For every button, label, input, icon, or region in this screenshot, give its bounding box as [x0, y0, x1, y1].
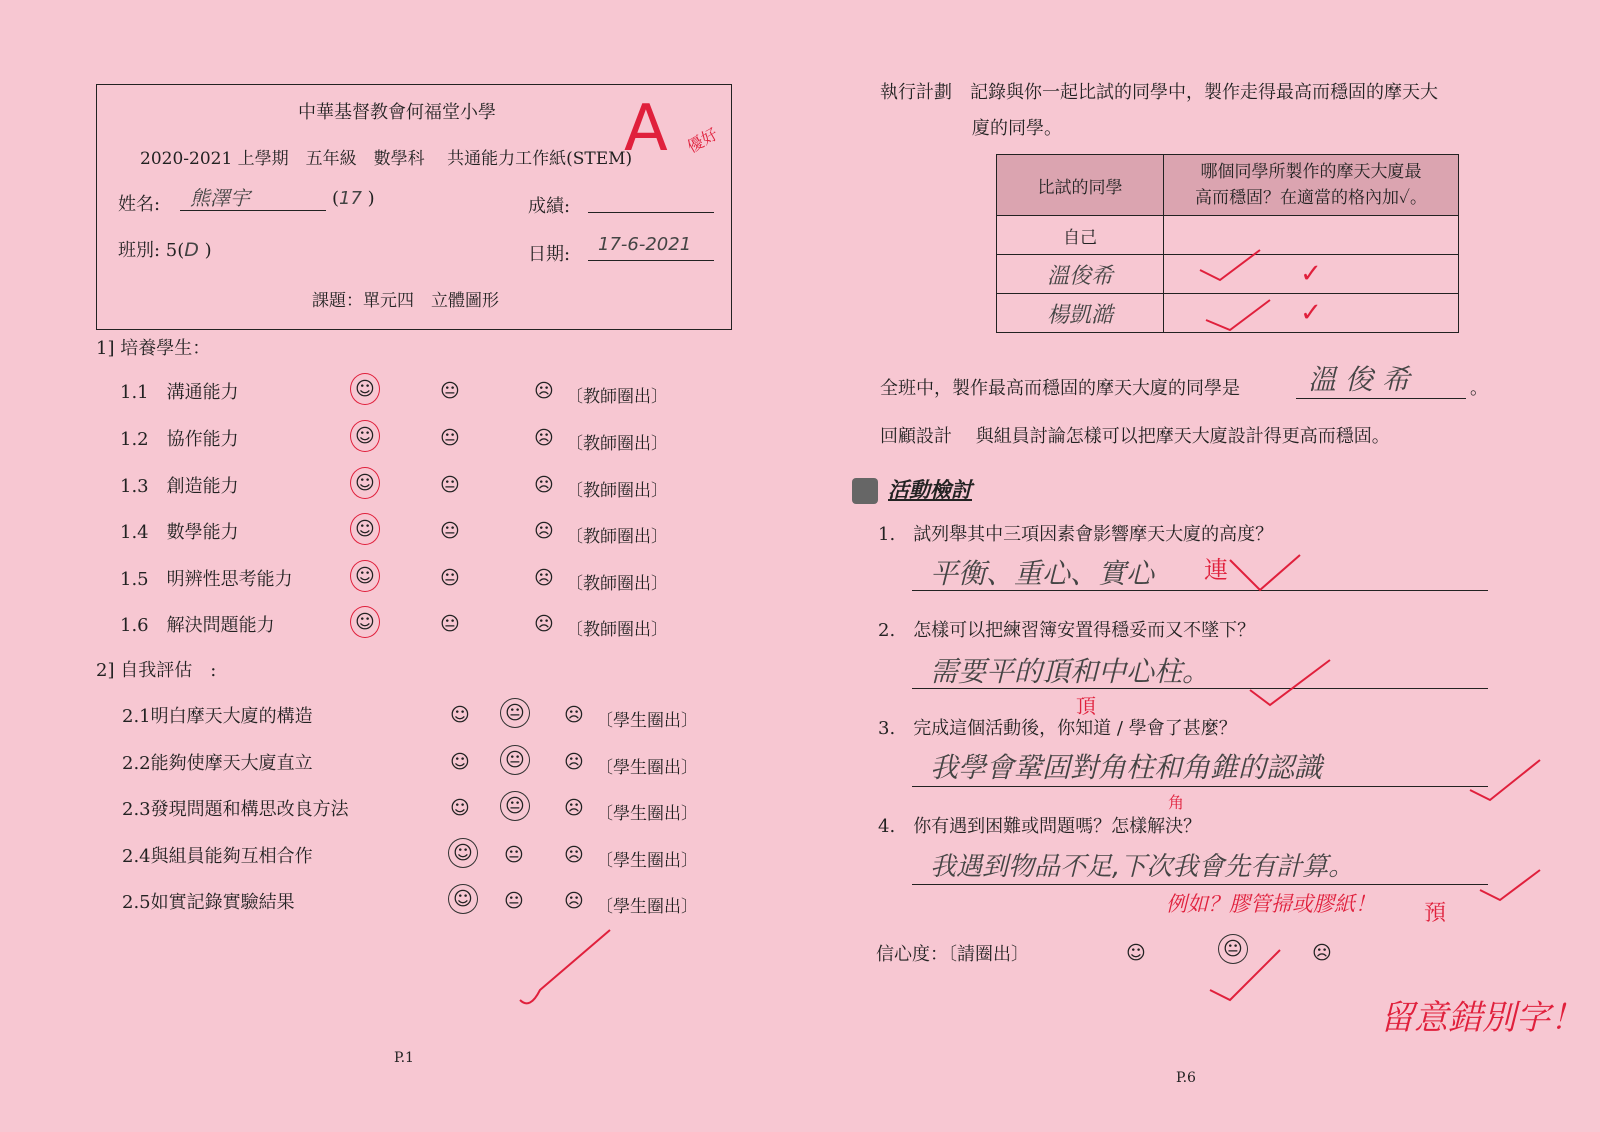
neutral-face-icon[interactable]: 😐 — [504, 890, 524, 912]
happy-face-glyph: ☺ — [448, 884, 478, 914]
neutral-face-icon[interactable]: 😐 — [504, 844, 524, 866]
tick-mark — [1470, 760, 1540, 800]
s1-num: 1.2 — [120, 429, 149, 450]
answer-1: 平衡、重心、實心 — [930, 557, 1155, 590]
date-value: 17-6-2021 — [598, 234, 692, 255]
table-cell-name: 楊凱澔 — [997, 294, 1164, 333]
section1-title: 1] 培養學生： — [96, 338, 211, 359]
grade-label: 成績: — [528, 196, 571, 217]
sad-face-icon[interactable]: ☹ — [564, 704, 584, 726]
happy-face-glyph: ☺ — [350, 513, 380, 545]
happy-face-glyph: ☺ — [350, 467, 380, 499]
teacher-comment: 留意錯別字！ — [1380, 998, 1584, 1038]
question-text: 怎樣可以把練習簿安置得穩妥而又不墜下？ — [913, 620, 1256, 641]
student-name: 熊澤宇 — [190, 186, 250, 210]
worksheet-subtitle: 2020-2021 上學期 五年級 數學科 共通能力工作紙(STEM) — [140, 149, 633, 169]
neutral-face-glyph: 😐 — [500, 698, 530, 728]
student-circle-note: 〔學生圈出〕 — [596, 758, 698, 778]
s1-label: 數學能力 — [166, 522, 239, 543]
s2-label: 2.4與組員能夠互相合作 — [122, 846, 313, 867]
neutral-face-glyph: 😐 — [1218, 934, 1248, 964]
sad-face-icon[interactable]: ☹ — [1312, 942, 1332, 964]
neutral-face-icon[interactable]: 😐 — [440, 427, 460, 449]
correction-3: 角 — [1168, 793, 1185, 812]
happy-face-glyph: ☺ — [448, 838, 478, 868]
happy-face-glyph: ☺ — [350, 373, 380, 405]
tick-mark — [1480, 870, 1540, 900]
neutral-face-icon[interactable]: 😐 — [440, 613, 460, 635]
sad-face-icon[interactable]: ☹ — [564, 844, 584, 866]
teacher-circle-note: 〔教師圈出〕 — [566, 434, 668, 454]
table-header-line: 高而穩固？在適當的格內加✓。 — [1195, 188, 1427, 208]
s1-num: 1.5 — [120, 569, 149, 590]
neutral-face-icon[interactable]: 😐 — [440, 474, 460, 496]
tick-mark — [1250, 660, 1330, 705]
answer-2: 需要平的頂和中心柱。 — [930, 655, 1211, 688]
s1-label: 明辨性思考能力 — [166, 569, 293, 590]
happy-face-icon[interactable]: ☺ — [450, 751, 470, 773]
happy-face-icon[interactable]: ☺ — [450, 704, 470, 726]
table-cell-name: 自己 — [997, 216, 1164, 255]
student-circle-note: 〔學生圈出〕 — [596, 804, 698, 824]
teacher-circle-note: 〔教師圈出〕 — [566, 481, 668, 501]
happy-face-icon[interactable]: ☺ — [1126, 942, 1146, 964]
table-header-cell: 比試的同學 — [997, 155, 1164, 216]
sad-face-icon[interactable]: ☹ — [534, 613, 554, 635]
s1-num: 1.3 — [120, 476, 149, 497]
name-label: 姓名: — [118, 194, 161, 215]
happy-face-glyph: ☺ — [350, 560, 380, 592]
topic: 課題：單元四 立體圖形 — [312, 291, 499, 311]
sad-face-icon[interactable]: ☹ — [564, 751, 584, 773]
student-circle-note: 〔學生圈出〕 — [596, 851, 698, 871]
sad-face-icon[interactable]: ☹ — [534, 520, 554, 542]
class-number-value: 17 — [339, 188, 362, 209]
happy-face-glyph: ☺ — [350, 606, 380, 638]
sad-face-icon[interactable]: ☹ — [534, 474, 554, 496]
teacher-circle-note: 〔教師圈出〕 — [566, 620, 668, 640]
s2-label: 2.5如實記錄實驗結果 — [122, 892, 295, 913]
student-circle-note: 〔學生圈出〕 — [596, 711, 698, 731]
activity-title: 活動檢討 — [888, 478, 972, 502]
teacher-circle-note: 〔教師圈出〕 — [566, 387, 668, 407]
question-text: 完成這個活動後，你知道 / 學會了甚麼？ — [913, 718, 1237, 739]
neutral-face-icon[interactable]: 😐 — [440, 567, 460, 589]
tick-mark — [520, 930, 610, 1003]
correction-4: 例如？膠管掃或膠紙！ — [1166, 892, 1376, 916]
question-num: 1. — [878, 524, 896, 545]
confidence-label: 信心度：〔請圈出〕 — [876, 944, 1029, 965]
answer-3: 我學會鞏固對角柱和角錐的認識 — [930, 751, 1323, 784]
s2-label: 2.1明白摩天大廈的構造 — [122, 706, 313, 727]
teacher-circle-note: 〔教師圈出〕 — [566, 527, 668, 547]
best-student-value: 溫 俊 希 — [1308, 363, 1410, 396]
correction-4b: 預 — [1424, 901, 1447, 926]
sad-face-icon[interactable]: ☹ — [534, 567, 554, 589]
s1-num: 1.6 — [120, 615, 149, 636]
tick-mark — [1206, 300, 1270, 330]
class-label-text: 班別: 5( — [118, 240, 185, 261]
question-num: 2. — [878, 620, 896, 641]
s1-label: 溝通能力 — [166, 382, 239, 403]
tick-mark — [1210, 950, 1280, 1000]
neutral-face-icon[interactable]: 😐 — [440, 380, 460, 402]
section2-title: 2] 自我評估 : — [96, 660, 217, 681]
s1-label: 創造能力 — [166, 476, 239, 497]
neutral-face-icon[interactable]: 😐 — [440, 520, 460, 542]
s2-label: 2.3發現問題和構思改良方法 — [122, 799, 349, 820]
answer-4: 我遇到物品不足,下次我會先有計算。 — [930, 852, 1355, 882]
school-name: 中華基督教會何福堂小學 — [298, 102, 496, 123]
s1-label: 解決問題能力 — [166, 615, 275, 636]
class-number: (17 ) — [332, 188, 375, 209]
plan-line-2: 廈的同學。 — [972, 118, 1062, 139]
table-cell-mark[interactable]: ✓ — [1164, 255, 1459, 294]
s1-num: 1.1 — [120, 382, 149, 403]
class-label: 班別: 5(D ) — [118, 239, 212, 261]
review-design: 回顧設計 與組員討論怎樣可以把摩天大廈設計得更高而穩固。 — [880, 426, 1390, 447]
teacher-circle-note: 〔教師圈出〕 — [566, 574, 668, 594]
table-cell-name: 溫俊希 — [997, 255, 1164, 294]
sad-face-icon[interactable]: ☹ — [534, 380, 554, 402]
sad-face-icon[interactable]: ☹ — [534, 427, 554, 449]
neutral-face-glyph: 😐 — [500, 745, 530, 775]
question-text: 你有遇到困難或問題嗎？怎樣解決？ — [913, 816, 1202, 837]
student-circle-note: 〔學生圈出〕 — [596, 897, 698, 917]
correction-1: 連 — [1204, 556, 1228, 584]
question-text: 試列舉其中三項因素會影響摩天大廈的高度？ — [913, 524, 1274, 545]
period: 。 — [1470, 378, 1488, 399]
correction-2: 頂 — [1076, 694, 1096, 718]
grade-stamp: A — [624, 92, 668, 166]
stamp-note: 優好 — [683, 124, 722, 157]
sad-face-icon[interactable]: ☹ — [564, 890, 584, 912]
table-cell-mark[interactable]: ✓ — [1164, 294, 1459, 333]
s2-label: 2.2能夠使摩天大廈直立 — [122, 753, 313, 774]
date-label: 日期: — [528, 244, 571, 265]
tick-mark — [1230, 555, 1300, 590]
neutral-face-glyph: 😐 — [500, 791, 530, 821]
question-num: 3. — [878, 718, 896, 739]
page-number-left: P.1 — [394, 1050, 414, 1066]
page-number-right: P.6 — [1176, 1070, 1196, 1086]
s1-num: 1.4 — [120, 522, 149, 543]
question-num: 4. — [878, 816, 896, 837]
tick-mark — [1200, 250, 1260, 280]
plan-line-1: 執行計劃 記錄與你一起比試的同學中，製作走得最高而穩固的摩天大 — [880, 82, 1438, 103]
sad-face-icon[interactable]: ☹ — [564, 797, 584, 819]
s1-label: 協作能力 — [166, 429, 239, 450]
best-student-label: 全班中，製作最高而穩固的摩天大廈的同學是 — [880, 378, 1240, 399]
table-header-line: 哪個同學所製作的摩天大廈最 — [1200, 162, 1422, 182]
class-value: D — [184, 239, 199, 261]
happy-face-glyph: ☺ — [350, 420, 380, 452]
happy-face-icon[interactable]: ☺ — [450, 797, 470, 819]
